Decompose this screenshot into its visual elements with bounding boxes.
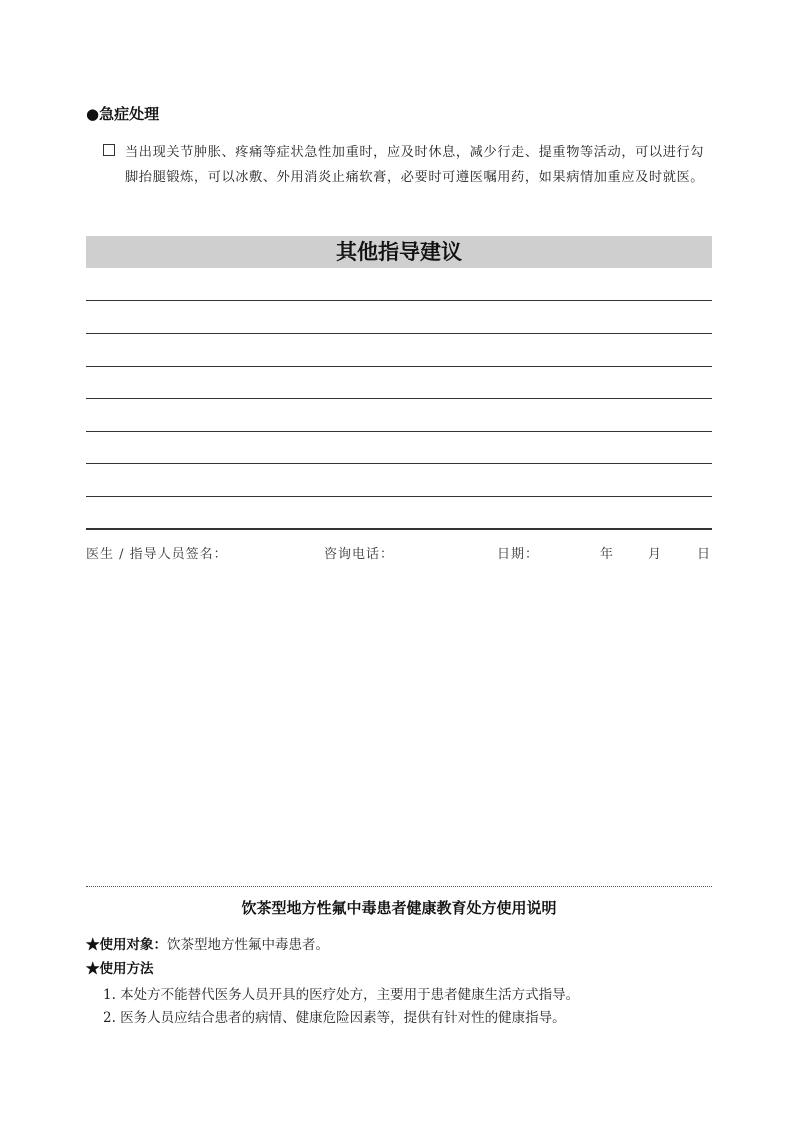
target-value: 饮茶型地方性氟中毒患者。 [167, 937, 329, 953]
date-label: 日期： [497, 547, 540, 562]
month-label: 月 [648, 547, 663, 562]
emergency-item [103, 140, 713, 190]
other-advice-banner: 其他指导建议 [86, 236, 712, 268]
writing-line[interactable] [86, 366, 712, 367]
method-label: ★使用方法 [86, 961, 154, 977]
signature-divider [86, 528, 712, 530]
day-label: 日 [697, 547, 712, 562]
emergency-heading: ●急症处理 [86, 105, 160, 123]
phone-label: 咨询电话： [324, 547, 395, 562]
instructions-divider [86, 886, 712, 887]
writing-line[interactable] [86, 496, 712, 497]
method-item: 1. 本处方不能替代医务人员开具的医疗处方，主要用于患者健康生活方式指导。 [103, 987, 580, 1003]
writing-line[interactable] [86, 398, 712, 399]
year-label: 年 [600, 547, 615, 562]
instructions-title: 饮茶型地方性氟中毒患者健康教育处方使用说明 [241, 899, 557, 917]
target-line [86, 933, 329, 953]
emergency-item-text: 当出现关节肿胀、疼痛等症状急性加重时，应及时休息，减少行走、提重物等活动，可以进行勾脚抬腿锻炼，可以冰敷、外用消炎止痛软膏，必要时可遵医嘱用药，如果病情加重应及时就医。 [125, 145, 705, 185]
target-label: ★使用对象： [86, 937, 167, 953]
writing-line[interactable] [86, 333, 712, 334]
method-item: 2. 医务人员应结合患者的病情、健康危险因素等，提供有针对性的健康指导。 [103, 1010, 566, 1026]
writing-line[interactable] [86, 300, 712, 301]
writing-line[interactable] [86, 463, 712, 464]
doctor-signature-label: 医生 / 指导人员签名： [86, 547, 228, 562]
writing-line[interactable] [86, 431, 712, 432]
emergency-checkbox[interactable] [103, 144, 115, 156]
